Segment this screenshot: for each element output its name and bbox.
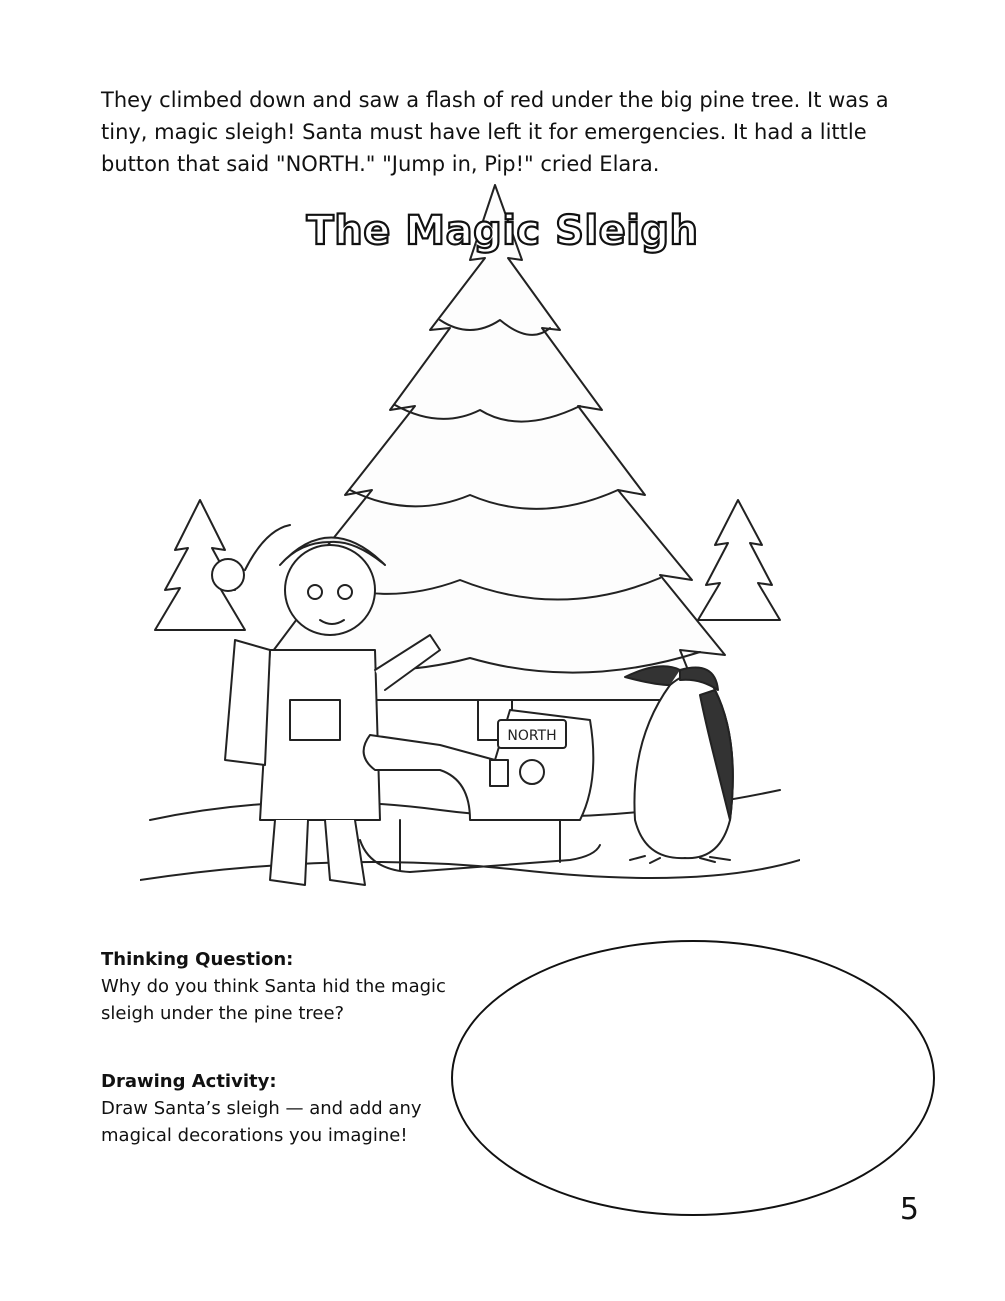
small-pine-right xyxy=(698,500,780,620)
drawing-activity-section xyxy=(101,1068,451,1149)
drawing-area-oval[interactable] xyxy=(451,940,935,1216)
coloring-illustration xyxy=(140,180,800,925)
coloring-scene-image xyxy=(140,180,800,925)
drawing-activity-text: Draw Santa’s sleigh — and add any magical decorations you imagine! xyxy=(101,1098,422,1146)
thinking-question-heading: Thinking Question: xyxy=(101,949,294,970)
story-paragraph: They climbed down and saw a flash of red under the big pine tree. It was a tiny, magic sleigh! Santa must have left it for emergencies. It had a little button that said "NORTH." "Jump in, Pip!" cried Elara. xyxy=(101,88,889,176)
sleigh-north-label: NORTH xyxy=(507,728,557,744)
thinking-question-section xyxy=(101,946,451,1027)
magic-sleigh xyxy=(360,710,600,872)
page-number: 5 xyxy=(899,1192,919,1227)
snow-ground-line xyxy=(140,860,800,880)
drawing-activity-heading: Drawing Activity: xyxy=(101,1071,277,1092)
thinking-question-text: Why do you think Santa hid the magic sleigh under the pine tree? xyxy=(101,976,446,1024)
illustration-title: The Magic Sleigh xyxy=(306,208,699,254)
